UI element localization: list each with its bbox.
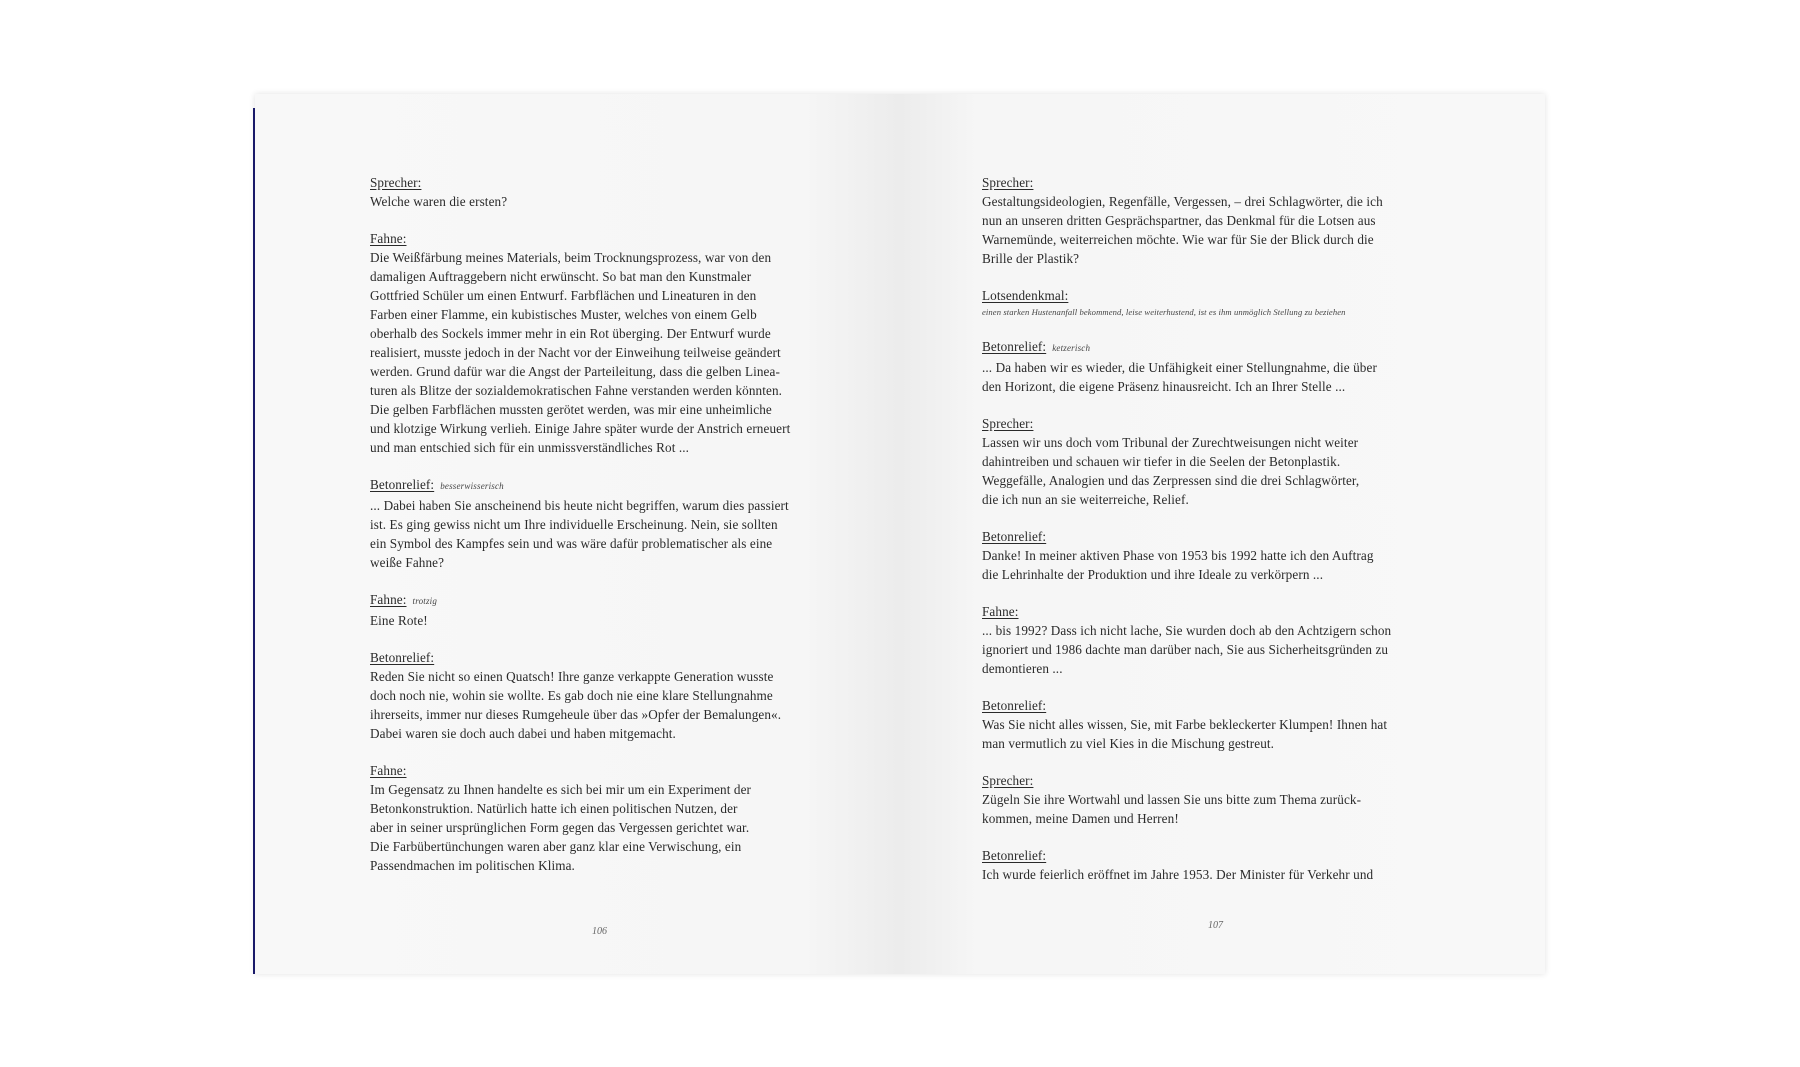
speaker-name: Fahne: (982, 604, 1019, 619)
text-line: demontieren ... (982, 661, 1063, 676)
dialogue-block (982, 173, 1442, 268)
speaker-name: Sprecher: (982, 773, 1034, 788)
text-line: oberhalb des Sockels immer mehr in ein Rot überging. Der Entwurf wurde (370, 326, 771, 341)
text-line: Gestaltungsideologien, Regenfälle, Vergessen, – drei Schlagwörter, die ich (982, 194, 1383, 209)
page-number-left: 106 (592, 926, 607, 937)
speaker-line (370, 761, 840, 780)
text-line: Im Gegensatz zu Ihnen handelte es sich bei mir um ein Experiment der (370, 782, 752, 797)
speaker-name: Betonrelief: (982, 339, 1047, 354)
text-line: ihrerseits, immer nur dieses Rumgeheule über das »Opfer der Bemalungen«. (370, 707, 782, 722)
text-line: die Lehrinhalte der Produktion und ihre Ideale zu verkörpern ... (982, 567, 1324, 582)
text-line: ... Dabei haben Sie anscheinend bis heute nicht begriffen, warum dies passiert (370, 498, 789, 513)
page-number-right: 107 (1208, 920, 1223, 931)
text-line: dahintreiben und schauen wir tiefer in die Seelen der Betonplastik. (982, 454, 1341, 469)
dialogue-block (982, 602, 1442, 678)
speaker-name: Lotsendenkmal: (982, 288, 1069, 303)
text-line: Die gelben Farbflächen mussten gerötet werden, was mir eine unheimliche (370, 402, 772, 417)
speaker-line (982, 173, 1442, 192)
text-line: damaligen Auftraggebern nicht erwünscht. So bat man den Kunstmaler (370, 269, 752, 284)
speaker-line (370, 475, 840, 496)
dialogue-block (370, 761, 840, 875)
text-line: aber in seiner ursprünglichen Form gegen das Vergessen gerichtet war. (370, 820, 750, 835)
text-line: Farben einer Flamme, ein kubistisches Muster, welches von einem Gelb (370, 307, 757, 322)
dialogue-block (982, 337, 1442, 396)
text-line: und man entschied sich für ein unmissverständliches Rot ... (370, 440, 690, 455)
speaker-line (370, 648, 840, 667)
text-line: Die Farbübertünchungen waren aber ganz klar eine Verwischung, ein (370, 839, 742, 854)
speaker-line (982, 337, 1442, 358)
text-line: ist. Es ging gewiss nicht um Ihre individuelle Erscheinung. Nein, sie sollten (370, 517, 778, 532)
speaker-name: Betonrelief: (982, 848, 1047, 863)
speaker-line (370, 229, 840, 248)
text-line: ignoriert und 1986 dachte man darüber nach, Sie aus Sicherheitsgründen zu (982, 642, 1389, 657)
speaker-name: Betonrelief: (370, 650, 435, 665)
text-line: und klotzige Wirkung verlieh. Einige Jahre später wurde der Anstrich erneuert (370, 421, 791, 436)
speaker-name: Sprecher: (370, 175, 422, 190)
dialogue-block (370, 475, 840, 572)
text-line: doch noch nie, wohin sie wollte. Es gab doch nie eine klare Stellungnahme (370, 688, 773, 703)
text-line: Danke! In meiner aktiven Phase von 1953 bis 1992 hatte ich den Auftrag (982, 548, 1374, 563)
speaker-line (370, 590, 840, 611)
speaker-name: Fahne: (370, 763, 407, 778)
text-line: Betonkonstruktion. Natürlich hatte ich einen politischen Nutzen, der (370, 801, 738, 816)
speaker-name: Betonrelief: (982, 529, 1047, 544)
text-line: man vermutlich zu viel Kies in die Mischung gestreut. (982, 736, 1275, 751)
speaker-line (982, 846, 1442, 865)
text-line: Reden Sie nicht so einen Quatsch! Ihre ganze verkappte Generation wusste (370, 669, 774, 684)
text-line: Zügeln Sie ihre Wortwahl und lassen Sie uns bitte zum Thema zurück- (982, 792, 1362, 807)
text-line: die ich nun an sie weiterreiche, Relief. (982, 492, 1189, 507)
stage-note: ketzerisch (1052, 343, 1091, 353)
speaker-line (982, 527, 1442, 546)
text-line: Gottfried Schüler um einen Entwurf. Farbflächen und Lineaturen in den (370, 288, 757, 303)
speaker-name: Fahne: (370, 592, 407, 607)
speaker-name: Betonrelief: (982, 698, 1047, 713)
dialogue-block (982, 527, 1442, 584)
text-line: kommen, meine Damen und Herren! (982, 811, 1179, 826)
text-line: Eine Rote! (370, 613, 428, 628)
text-line: realisiert, musste jedoch in der Nacht vor der Einweihung teilweise geändert (370, 345, 781, 360)
dialogue-block (982, 286, 1442, 319)
speaker-line (982, 286, 1442, 305)
stage-direction: einen starken Hustenanfall bekommend, leise weiterhustend, ist es ihm unmöglich Stellung zu beziehen (982, 307, 1346, 317)
text-line: Weggefälle, Analogien und das Zerpressen sind die drei Schlagwörter, (982, 473, 1360, 488)
speaker-name: Betonrelief: (370, 477, 435, 492)
text-line: turen als Blitze der sozialdemokratischen Fahne verstanden werden könnten. (370, 383, 783, 398)
text-line: Warnemünde, weiterreichen möchte. Wie war für Sie der Blick durch die (982, 232, 1374, 247)
text-line: ein Symbol des Kampfes sein und was wäre dafür problematischer als eine (370, 536, 773, 551)
text-line: werden. Grund dafür war die Angst der Parteileitung, dass die gelben Linea- (370, 364, 780, 379)
text-line: Passendmachen im politischen Klima. (370, 858, 575, 873)
dialogue-block (370, 648, 840, 743)
speaker-line (982, 602, 1442, 621)
text-line: Dabei waren sie doch auch dabei und haben mitgemacht. (370, 726, 676, 741)
dialogue-block (370, 229, 840, 457)
text-line: Was Sie nicht alles wissen, Sie, mit Farbe bekleckerter Klumpen! Ihnen hat (982, 717, 1388, 732)
speaker-line (982, 696, 1442, 715)
text-line: nun an unseren dritten Gesprächspartner, das Denkmal für die Lotsen aus (982, 213, 1376, 228)
speaker-line (982, 771, 1442, 790)
text-line: Die Weißfärbung meines Materials, beim Trocknungsprozess, war von den (370, 250, 772, 265)
dialogue-block (370, 173, 840, 211)
speaker-line (982, 414, 1442, 433)
text-line: Welche waren die ersten? (370, 194, 508, 209)
dialogue-block (982, 771, 1442, 828)
speaker-name: Sprecher: (982, 175, 1034, 190)
stage-note: trotzig (412, 596, 438, 606)
dialogue-block (982, 414, 1442, 509)
text-line: Ich wurde feierlich eröffnet im Jahre 1953. Der Minister für Verkehr und (982, 867, 1374, 882)
text-line: weiße Fahne? (370, 555, 445, 570)
left-page-text (370, 173, 840, 893)
dialogue-block (982, 846, 1442, 884)
text-line: den Horizont, die eigene Präsenz hinausreicht. Ich an Ihrer Stelle ... (982, 379, 1346, 394)
speaker-name: Fahne: (370, 231, 407, 246)
right-page-text (982, 173, 1442, 902)
dialogue-block (370, 590, 840, 630)
dialogue-block (982, 696, 1442, 753)
speaker-line (370, 173, 840, 192)
stage-note: besserwisserisch (440, 481, 504, 491)
text-line: ... bis 1992? Dass ich nicht lache, Sie wurden doch ab den Achtzigern schon (982, 623, 1392, 638)
text-line: ... Da haben wir es wieder, die Unfähigkeit einer Stellungnahme, die über (982, 360, 1377, 375)
speaker-name: Sprecher: (982, 416, 1034, 431)
text-line: Brille der Plastik? (982, 251, 1080, 266)
text-line: Lassen wir uns doch vom Tribunal der Zurechtweisungen nicht weiter (982, 435, 1359, 450)
